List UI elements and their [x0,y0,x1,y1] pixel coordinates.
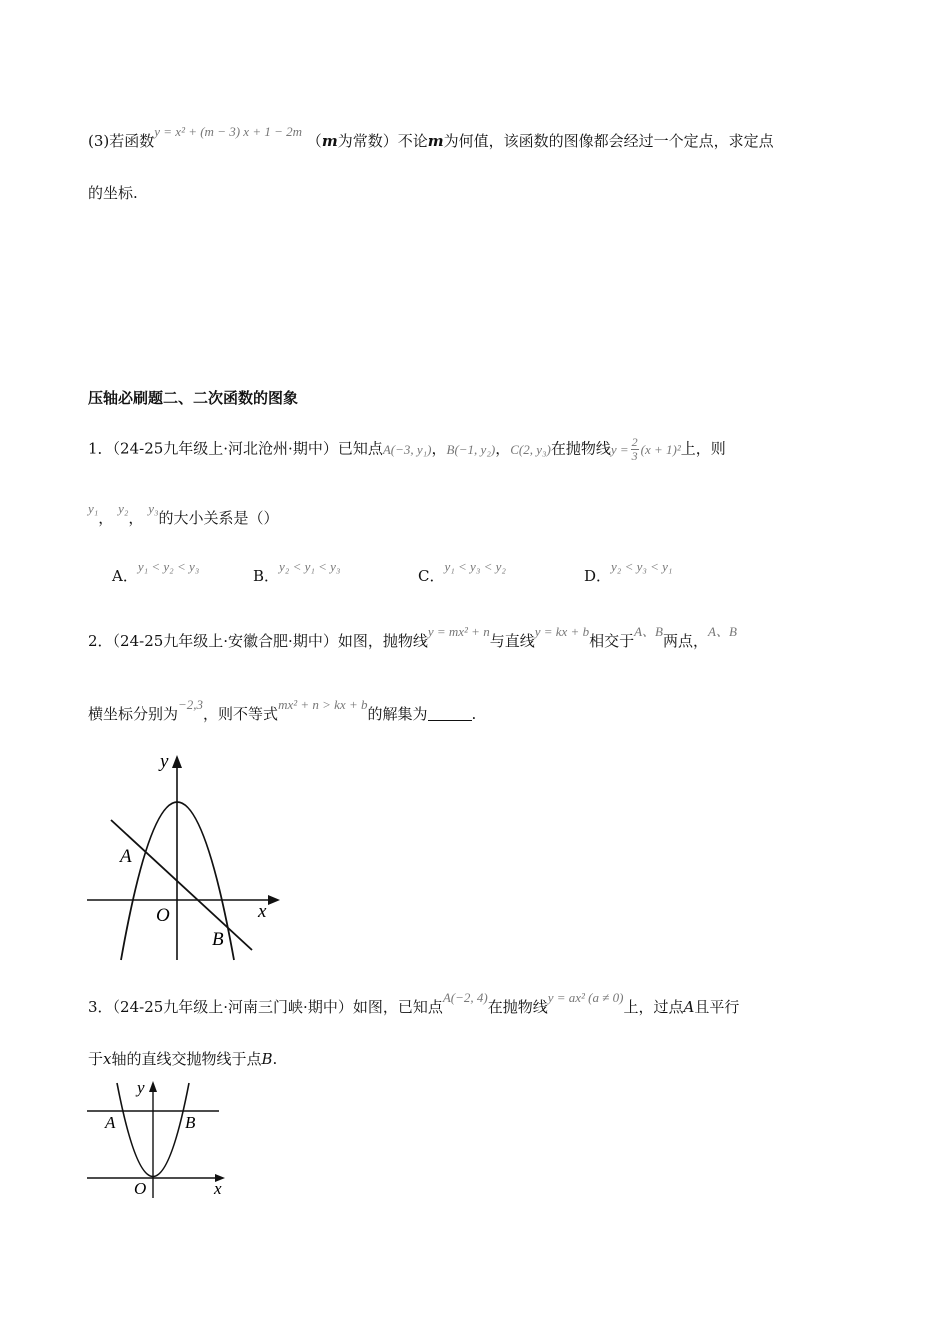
q3-part-paren: （ [306,132,322,150]
q3-fig-origin-label: O [134,1179,147,1198]
q2-fig-y-label: y [160,751,169,772]
q2-period: . [471,705,477,723]
q1-option-d[interactable] [584,559,673,586]
q3-text2: 在抛物线 [487,998,548,1016]
q3-fig-y-label: y [137,1078,145,1097]
q1-option-a-expr: y₁ < y₂ < y₃ [137,559,200,574]
section-title: 压轴必刷题二、二次函数的图象 [88,389,299,407]
q3-parabola: y = ax² (a ≠ 0) [547,990,624,1005]
q2-text2: 与直线 [489,632,535,650]
q2-y-arrow [172,755,182,768]
q1-number: 1． [88,439,113,458]
q1-y2: y₂ [118,501,129,516]
q1-text3: 上，则 [680,439,726,458]
q1-frac-num: 2 [631,435,638,449]
q3-x: x [103,1050,112,1068]
q3-b: B [261,1050,273,1068]
q2-line2-prefix: 横坐标分别为 [88,705,179,723]
q1-text2: 在抛物线 [550,439,611,458]
q1-sep1: ， [431,439,447,458]
q1-option-c[interactable] [418,559,506,586]
q1-y1: y₁ [88,501,99,516]
q1-option-a-label: A． [112,567,138,585]
q3-part-suffix: 为何值，该函数的图像都会经过一个定点，求定点 [443,132,774,150]
q2-fig-origin-label: O [156,905,170,926]
q2-points1: A、B [634,624,663,639]
q3-line1 [88,990,740,1018]
q1-c1: ， [98,509,114,527]
q2-line2-mid: ，则不等式 [203,705,279,723]
q2-fig-a-label: A [120,846,132,867]
q2-fig-x-label: x [258,901,267,922]
q2-text4: 两点， [662,632,708,650]
q1-sep2: ， [495,439,511,458]
q2-line-graph [111,820,252,950]
q3-line2-mid: 轴的直线交抛物线于点 [111,1050,262,1068]
q1-line2 [88,501,279,529]
q1-line1 [88,436,726,463]
q1-option-d-expr: y₂ < y₃ < y₁ [611,559,673,574]
q1-option-c-expr: y₁ < y₃ < y₂ [444,559,506,574]
q1-source: （24-25九年级上·河北沧州·期中）已知点 [112,439,383,458]
q3-line2-prefix: 于 [88,1050,104,1068]
q1-point-b: B(−1, y₂) [446,441,496,457]
q1-parabola-rhs: (x + 1)² [640,441,681,457]
q1-text4: 的大小关系是（） [158,509,279,527]
q3-figure [84,1078,234,1200]
q2-values: −2,3 [178,697,204,712]
q2-fig-b-label: B [212,929,224,950]
q3-part-m1: m [321,132,338,150]
q3-part-formula: y = x² + (m − 3) x + 1 − 2m [154,124,303,139]
q1-c2: ， [128,509,144,527]
q1-fraction [631,436,639,463]
q1-parabola-lhs: y = [610,441,629,457]
q3-fig-a-label: A [105,1113,116,1132]
q3-part-line1 [88,124,774,152]
q3-line2-end: . [272,1050,278,1068]
q3-line2 [88,1049,277,1069]
q2-inequality: mx² + n > kx + b [278,697,368,712]
q1-point-c: C(2, y₃) [510,441,551,457]
q3-number: 3． [88,998,113,1016]
q3-part-note: 为常数）不论 [337,132,428,150]
q1-frac-den: 3 [631,449,638,463]
q1-option-c-label: C． [418,567,445,585]
q3-a: A [683,998,695,1016]
q3-point: A(−2, 4) [442,990,488,1005]
q3-part-line2: 的坐标. [88,184,138,202]
q2-source: （24-25九年级上·安徽合肥·期中）如图，抛物线 [112,632,428,650]
q3-y-arrow [149,1081,157,1092]
q2-line2 [88,697,477,725]
q3-fig-b-label: B [185,1113,196,1132]
q3-part-prefix: (3)若函数 [88,132,155,150]
q1-option-d-label: D． [584,567,612,585]
q2-number: 2． [88,632,113,650]
q2-points2: A、B [708,624,737,639]
q1-option-b-label: B． [253,567,280,585]
q3-text4: 且平行 [694,998,740,1016]
q1-option-b-expr: y₂ < y₁ < y₃ [279,559,341,574]
q3-part-m2: m [427,132,444,150]
q1-option-b[interactable] [253,559,341,586]
q1-y3: y₃ [148,501,159,516]
q2-parabola: y = mx² + n [427,624,490,639]
q2-line1 [88,624,737,652]
q3-text3: 上，过点 [623,998,684,1016]
q2-x-arrow [268,895,280,905]
q2-line-eq: y = kx + b [534,624,590,639]
q2-line2-suffix: 的解集为 [367,705,428,723]
q1-option-a[interactable] [112,559,200,586]
q3-fig-x-label: x [214,1179,222,1198]
q2-figure [84,750,284,965]
q3-source: （24-25九年级上·河南三门峡·期中）如图，已知点 [112,998,443,1016]
q2-answer-blank[interactable] [428,706,472,721]
q2-text3: 相交于 [589,632,635,650]
q1-point-a: A(−3, y₁) [382,441,432,457]
